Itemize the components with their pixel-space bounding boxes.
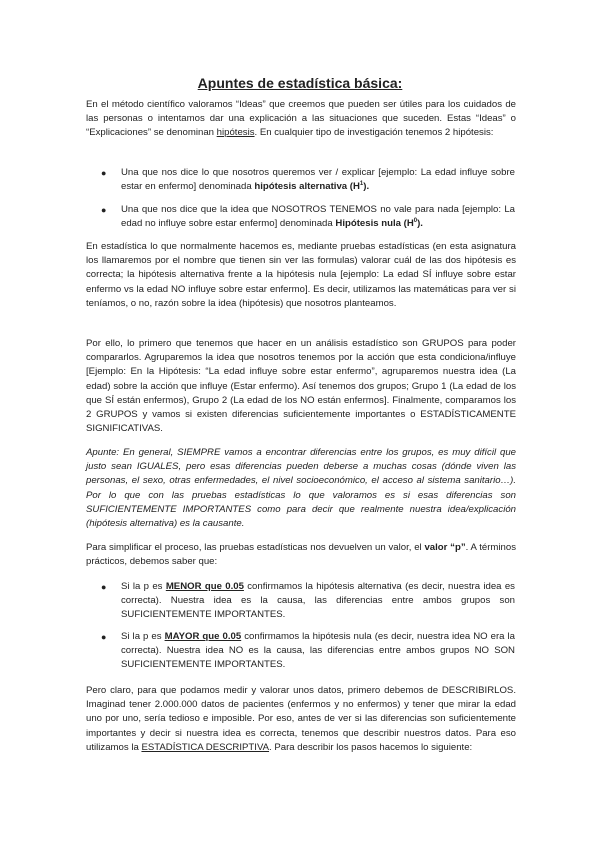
bullet-hipotesis-nula: Una que nos dice que la idea que NOSOTROS TENEMOS no vale para nada [ejemplo: La edad no influye sobre estar enfermo] denominada Hipótesis nula $(H^0)$. bbox=[121, 204, 515, 230]
hipotesis-term: hipótesis bbox=[216, 127, 255, 139]
bullet-icon: ● bbox=[101, 168, 107, 178]
intro-text: En el método científico valoramos “Ideas” que creemos que pueden ser útiles para los cuidados de las personas o intentamos dar una explicación a las situaciones que suceden. Estas “Ideas” o “Explicaciones” se denominan bbox=[86, 99, 516, 139]
intro-text-end: . En cualquier tipo de investigación tenemos 2 hipótesis: bbox=[254, 127, 494, 139]
page-title: Apuntes de estadística básica: bbox=[197, 75, 403, 91]
bullet-icon: ● bbox=[101, 632, 107, 642]
bullet-p-mayor: Si la p es MAYOR que 0.05 confirmamos la hipótesis nula (es decir, nuestra idea NO era la correcta). Nuestra idea NO es la causa, las diferencias entre ambos grupos NO SON SUFICIENTEMENTE IMPORTANTES. bbox=[121, 631, 515, 671]
bullet-p-menor: Si la p es MENOR que 0.05 confirmamos la hipótesis alternativa (es decir, nuestra idea es correcta). Nuestra idea es la causa, las diferencias entre ambos grupos son SUFICIENTEMENTE IMPORTANTES. bbox=[121, 581, 515, 621]
bullet-icon: ● bbox=[101, 582, 107, 592]
descriptiva-paragraph: Pero claro, para que podamos medir y valorar unos datos, primero debemos de DESCRIBIRLOS. Imaginad tener 2.000.000 datos de pacientes (enfermos y no enfermos) y tener que mirar la edad uno por uno, sería tedioso e imposible. Por eso, antes de ver si las diferencias son suficientemente importantes y decir si nuestra idea es correcta, tenemos que describir nuestros datos. Para eso utilizamos la ESTADÍSTICA DESCRIPTIVA. Para describir los pasos hacemos lo siguiente: bbox=[86, 685, 516, 753]
valor-p-paragraph: Para simplificar el proceso, las pruebas estadísticas nos devuelven un valor, el valor “p”. A términos prácticos, debemos saber que: bbox=[86, 542, 516, 568]
grupos-paragraph: Por ello, lo primero que tenemos que hacer en un análisis estadístico son GRUPOS para poder compararlos. Agruparemos la idea que nosotros tenemos por la acción que esta condiciona/influye [Ejemplo: En la Hipótesis: “La edad influye sobre estar enfermo”, agruparemos nuestra idea (La edad) sobre la acción que influye (Estar enfermo). Así tenemos dos grupos; Grupo 1 (La edad de los que SÍ están enfermos), Grupo 2 (La edad de los NO están enfermos]. Finalmente, comparamos los 2 GRUPOS y vamos si existen diferencias suficientemente importantes o ESTADÍSTICAMENTE SIGNIFICATIVAS. bbox=[86, 338, 516, 435]
apunte-paragraph: Apunte: En general, SIEMPRE vamos a encontrar diferencias entre los grupos, es muy difícil que justo sean IGUALES, pero esas diferencias pueden deberse a muchas cosas (dónde viven las personas, el sexo, otras enfermedades, el nivel socioeconómico, el acceso al sistema sanitario…). Por lo que con las pruebas estadísticas lo que valoramos es si esas diferencias son SUFICIENTEMENTE IMPORTANTES como para decir que realmente nuestra idea/explicación (hipótesis alternativa) es la causante. bbox=[86, 447, 516, 530]
hipotesis-alternativa-label: hipótesis alternativa $(H^1)$. bbox=[254, 181, 370, 193]
estadistica-paragraph: En estadística lo que normalmente hacemos es, mediante pruebas estadísticas (en esta asignatura los llamaremos por el nombre que tienen sin ver las formulas) valorar cuál de las dos hipótesis es correcta; la hipótesis alternativa frente a la hipótesis nula [ejemplo: La edad SÍ influye sobre estar enfermo vs la edad NO influye sobre estar enfermo]. Es decir, utilizamos las matemáticas para ver si teníamos, o no, razón sobre la idea (hipótesis) que nosotros planteamos. bbox=[86, 241, 516, 309]
hipotesis-nula-label: Hipótesis nula $(H^0)$. bbox=[335, 218, 423, 230]
menor-que-label: MENOR que 0.05 bbox=[165, 581, 244, 592]
bullet-icon: ● bbox=[101, 205, 107, 215]
estadistica-descriptiva-term: ESTADÍSTICA DESCRIPTIVA bbox=[141, 741, 270, 753]
intro-paragraph bbox=[86, 98, 516, 141]
valor-p-label: valor “p” bbox=[424, 542, 466, 553]
bullet-hipotesis-alternativa: Una que nos dice lo que nosotros queremos ver / explicar [ejemplo: La edad influye sobre estar en enfermo] denominada hipótesis alternativa $(H^1)$. bbox=[121, 167, 515, 193]
mayor-que-label: MAYOR que 0.05 bbox=[164, 631, 242, 642]
